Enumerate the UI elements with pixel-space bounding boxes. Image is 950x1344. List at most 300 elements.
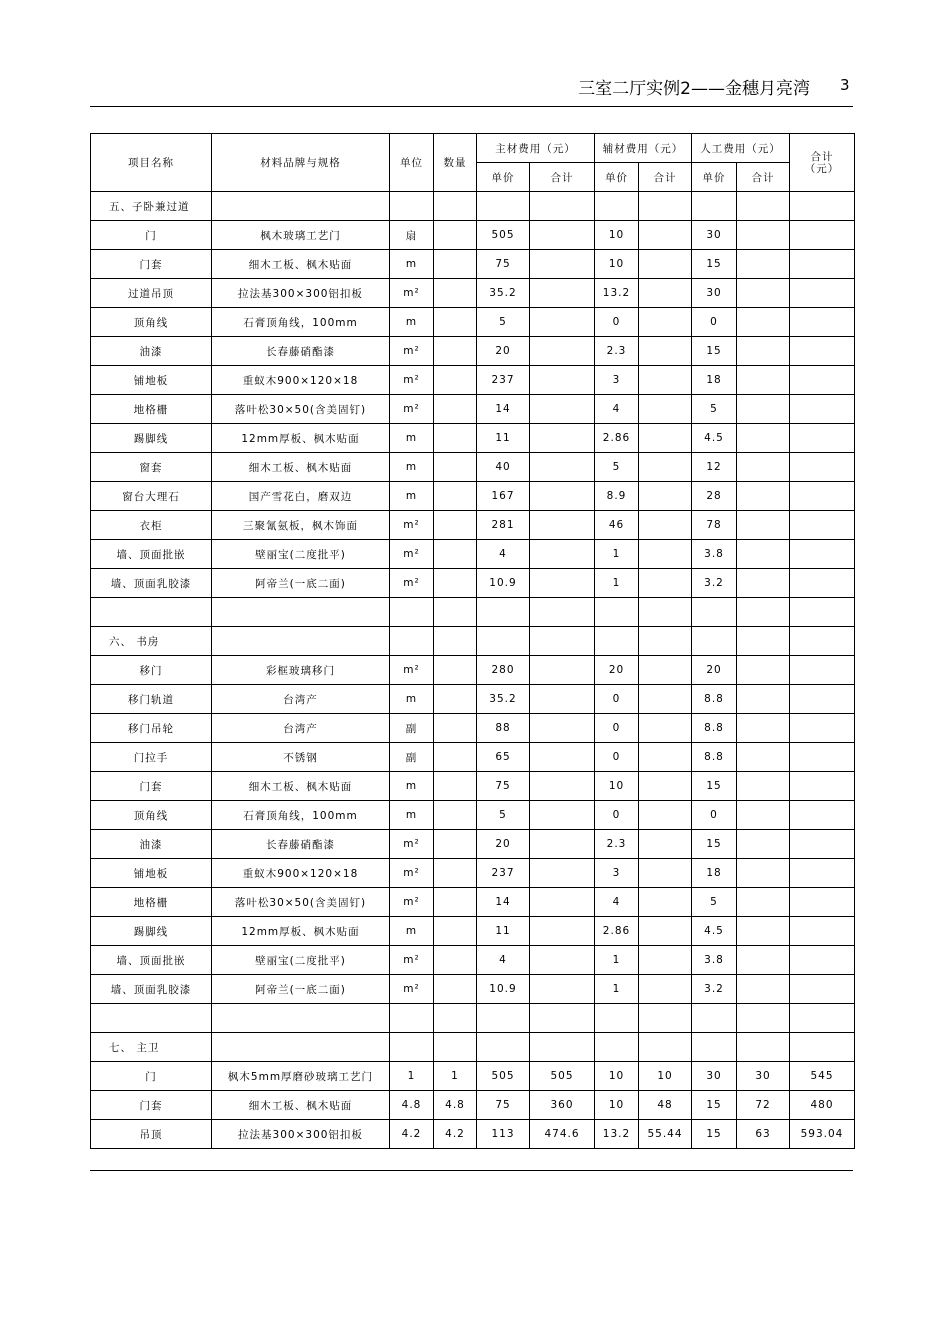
cell-total — [790, 511, 855, 540]
cell-main-total — [530, 250, 595, 279]
empty-cell — [434, 1033, 477, 1062]
cell-labor-price: 28 — [692, 482, 737, 511]
cell-total — [790, 685, 855, 714]
empty-cell — [91, 598, 212, 627]
cell-material: 落叶松30×50(含美固钉) — [212, 395, 390, 424]
cell-material: 三聚氰氨板，枫木饰面 — [212, 511, 390, 540]
empty-cell — [212, 192, 390, 221]
table-row — [91, 946, 855, 975]
cell-aux-total: 48 — [639, 1091, 692, 1120]
cell-aux-price: 0 — [595, 685, 639, 714]
cell-qty — [434, 395, 477, 424]
cell-item-name: 窗套 — [91, 453, 212, 482]
cell-total — [790, 859, 855, 888]
empty-cell — [595, 627, 639, 656]
cell-material: 细木工板、枫木贴面 — [212, 250, 390, 279]
header-total-line1: 合计 — [810, 150, 834, 163]
cell-main-total: 360 — [530, 1091, 595, 1120]
cell-main-total — [530, 453, 595, 482]
cell-main-total — [530, 685, 595, 714]
table-row — [91, 888, 855, 917]
cell-labor-price: 78 — [692, 511, 737, 540]
cell-main-total — [530, 337, 595, 366]
cell-qty — [434, 511, 477, 540]
cell-unit: m² — [390, 540, 434, 569]
cell-material: 长春藤硝酯漆 — [212, 337, 390, 366]
cell-total — [790, 279, 855, 308]
cell-main-price: 14 — [477, 395, 530, 424]
cell-item-name: 窗台大理石 — [91, 482, 212, 511]
cell-main-price: 4 — [477, 946, 530, 975]
cell-item-name: 门套 — [91, 250, 212, 279]
cell-labor-price: 15 — [692, 772, 737, 801]
cell-item-name: 移门轨道 — [91, 685, 212, 714]
cell-qty: 4.2 — [434, 1120, 477, 1149]
cell-item-name: 吊顶 — [91, 1120, 212, 1149]
cell-total — [790, 772, 855, 801]
table-row — [91, 830, 855, 859]
cell-main-price: 10.9 — [477, 975, 530, 1004]
cell-labor-total — [737, 308, 790, 337]
cell-main-total — [530, 221, 595, 250]
empty-cell — [737, 598, 790, 627]
cell-total — [790, 830, 855, 859]
section-label: 六、 书房 — [91, 627, 212, 656]
empty-cell — [390, 1004, 434, 1033]
cell-aux-total: 55.44 — [639, 1120, 692, 1149]
cell-unit: m² — [390, 946, 434, 975]
table-row — [91, 917, 855, 946]
cell-labor-total — [737, 482, 790, 511]
cell-unit: m² — [390, 366, 434, 395]
header-total-line2: （元） — [804, 162, 840, 175]
cell-main-total: 505 — [530, 1062, 595, 1091]
cell-aux-price: 1 — [595, 569, 639, 598]
cell-main-price: 20 — [477, 337, 530, 366]
cell-item-name: 顶角线 — [91, 308, 212, 337]
table-row — [91, 540, 855, 569]
empty-cell — [737, 627, 790, 656]
table-row — [91, 482, 855, 511]
cell-main-price: 113 — [477, 1120, 530, 1149]
empty-cell — [790, 627, 855, 656]
cell-unit: m² — [390, 830, 434, 859]
cell-labor-price: 30 — [692, 221, 737, 250]
budget-table — [90, 133, 855, 1149]
cell-aux-total — [639, 511, 692, 540]
empty-cell — [790, 192, 855, 221]
cell-aux-price: 4 — [595, 888, 639, 917]
cell-aux-total — [639, 917, 692, 946]
cell-labor-total — [737, 221, 790, 250]
cell-total — [790, 801, 855, 830]
cell-main-total — [530, 569, 595, 598]
table-row — [91, 279, 855, 308]
cell-labor-total: 30 — [737, 1062, 790, 1091]
cell-item-name: 踢脚线 — [91, 424, 212, 453]
cell-aux-price: 2.3 — [595, 337, 639, 366]
cell-qty — [434, 714, 477, 743]
cell-unit: m — [390, 685, 434, 714]
cell-total: 545 — [790, 1062, 855, 1091]
cell-item-name: 门 — [91, 1062, 212, 1091]
cell-item-name: 铺地板 — [91, 366, 212, 395]
header-material: 材料品牌与规格 — [212, 134, 390, 192]
cell-labor-price: 5 — [692, 888, 737, 917]
empty-cell — [639, 598, 692, 627]
cell-total — [790, 308, 855, 337]
page-number: 3 — [840, 76, 850, 94]
cell-main-total — [530, 308, 595, 337]
cell-aux-price: 2.86 — [595, 917, 639, 946]
cell-qty — [434, 453, 477, 482]
empty-cell — [477, 1033, 530, 1062]
cell-labor-total — [737, 685, 790, 714]
cell-total — [790, 540, 855, 569]
blank-row — [91, 598, 855, 627]
cell-item-name: 踢脚线 — [91, 917, 212, 946]
table-row — [91, 366, 855, 395]
cell-main-total — [530, 424, 595, 453]
cell-labor-total: 63 — [737, 1120, 790, 1149]
cell-aux-total — [639, 540, 692, 569]
cell-main-total — [530, 743, 595, 772]
cell-qty — [434, 569, 477, 598]
cell-aux-total — [639, 685, 692, 714]
table-row — [91, 453, 855, 482]
cell-qty — [434, 308, 477, 337]
empty-cell — [692, 627, 737, 656]
cell-item-name: 顶角线 — [91, 801, 212, 830]
cell-labor-price: 3.8 — [692, 540, 737, 569]
cell-labor-price: 18 — [692, 366, 737, 395]
cell-item-name: 油漆 — [91, 830, 212, 859]
cell-material: 石膏顶角线，100mm — [212, 801, 390, 830]
cell-labor-total — [737, 714, 790, 743]
cell-labor-price: 0 — [692, 308, 737, 337]
cell-labor-total — [737, 975, 790, 1004]
cell-material: 阿帝兰(一底二面) — [212, 569, 390, 598]
page-title: 三室二厅实例2——金穗月亮湾 — [578, 79, 810, 99]
cell-labor-total — [737, 453, 790, 482]
table-row — [91, 221, 855, 250]
cell-labor-price: 12 — [692, 453, 737, 482]
cell-labor-total — [737, 569, 790, 598]
cell-material: 枫木玻璃工艺门 — [212, 221, 390, 250]
cell-material: 石膏顶角线，100mm — [212, 308, 390, 337]
cell-item-name: 铺地板 — [91, 859, 212, 888]
empty-cell — [790, 1033, 855, 1062]
empty-cell — [434, 598, 477, 627]
cell-aux-total — [639, 946, 692, 975]
header-total — [790, 134, 855, 192]
empty-cell — [639, 1033, 692, 1062]
cell-aux-total — [639, 888, 692, 917]
header-labor-subtotal: 合计 — [737, 163, 790, 192]
cell-main-price: 20 — [477, 830, 530, 859]
cell-aux-total — [639, 308, 692, 337]
cell-total — [790, 975, 855, 1004]
empty-cell — [639, 192, 692, 221]
cell-unit: 4.2 — [390, 1120, 434, 1149]
cell-main-price: 75 — [477, 772, 530, 801]
cell-qty — [434, 859, 477, 888]
cell-labor-total: 72 — [737, 1091, 790, 1120]
cell-labor-price: 30 — [692, 1062, 737, 1091]
empty-cell — [692, 192, 737, 221]
section-row — [91, 1033, 855, 1062]
cell-qty — [434, 540, 477, 569]
cell-unit: m² — [390, 656, 434, 685]
table-row — [91, 569, 855, 598]
cell-aux-total — [639, 801, 692, 830]
empty-cell — [91, 1004, 212, 1033]
cell-item-name: 墙、顶面乳胶漆 — [91, 569, 212, 598]
cell-aux-total — [639, 772, 692, 801]
cell-aux-total — [639, 975, 692, 1004]
cell-labor-total — [737, 395, 790, 424]
header-labor-unit-price: 单价 — [692, 163, 737, 192]
cell-material: 细木工板、枫木贴面 — [212, 1091, 390, 1120]
table-row — [91, 337, 855, 366]
cell-labor-price: 8.8 — [692, 714, 737, 743]
cell-unit: m² — [390, 279, 434, 308]
cell-qty — [434, 656, 477, 685]
empty-cell — [790, 1004, 855, 1033]
cell-aux-price: 8.9 — [595, 482, 639, 511]
cell-main-total — [530, 511, 595, 540]
cell-item-name: 墙、顶面批嵌 — [91, 946, 212, 975]
cell-main-price: 4 — [477, 540, 530, 569]
empty-cell — [692, 598, 737, 627]
cell-unit: m — [390, 482, 434, 511]
footer-rule — [90, 1170, 853, 1171]
cell-qty — [434, 888, 477, 917]
cell-aux-total — [639, 569, 692, 598]
cell-qty — [434, 743, 477, 772]
cell-labor-price: 3.8 — [692, 946, 737, 975]
cell-aux-total — [639, 482, 692, 511]
cell-unit: m² — [390, 975, 434, 1004]
cell-unit: 扇 — [390, 221, 434, 250]
cell-material: 重蚁木900×120×18 — [212, 859, 390, 888]
empty-cell — [530, 598, 595, 627]
cell-qty — [434, 975, 477, 1004]
cell-aux-price: 4 — [595, 395, 639, 424]
cell-total — [790, 395, 855, 424]
cell-main-total — [530, 540, 595, 569]
cell-aux-price: 5 — [595, 453, 639, 482]
empty-cell — [212, 1004, 390, 1033]
cell-material: 不锈钢 — [212, 743, 390, 772]
cell-aux-price: 0 — [595, 714, 639, 743]
empty-cell — [212, 627, 390, 656]
cell-main-total — [530, 946, 595, 975]
cell-main-total — [530, 917, 595, 946]
cell-main-price: 65 — [477, 743, 530, 772]
cell-material: 台湾产 — [212, 714, 390, 743]
cell-labor-total — [737, 743, 790, 772]
cell-labor-total — [737, 917, 790, 946]
cell-item-name: 移门 — [91, 656, 212, 685]
empty-cell — [477, 627, 530, 656]
cell-labor-price: 5 — [692, 395, 737, 424]
empty-cell — [477, 192, 530, 221]
cell-unit: 4.8 — [390, 1091, 434, 1120]
cell-total — [790, 917, 855, 946]
cell-item-name: 地格栅 — [91, 888, 212, 917]
cell-main-price: 5 — [477, 801, 530, 830]
cell-labor-price: 15 — [692, 830, 737, 859]
cell-main-price: 35.2 — [477, 685, 530, 714]
cell-total — [790, 424, 855, 453]
cell-main-price: 11 — [477, 917, 530, 946]
cell-main-total — [530, 656, 595, 685]
cell-main-total — [530, 395, 595, 424]
table-row — [91, 656, 855, 685]
cell-qty — [434, 830, 477, 859]
cell-aux-total — [639, 424, 692, 453]
cell-labor-price: 4.5 — [692, 424, 737, 453]
cell-aux-total — [639, 656, 692, 685]
cell-aux-total — [639, 221, 692, 250]
cell-labor-total — [737, 772, 790, 801]
cell-item-name: 门 — [91, 221, 212, 250]
cell-material: 拉法基300×300铝扣板 — [212, 279, 390, 308]
header-unit: 单位 — [390, 134, 434, 192]
table-row — [91, 1120, 855, 1149]
cell-unit: m² — [390, 859, 434, 888]
table-row — [91, 685, 855, 714]
cell-aux-price: 3 — [595, 366, 639, 395]
cell-labor-price: 8.8 — [692, 743, 737, 772]
table-row — [91, 772, 855, 801]
cell-aux-total — [639, 743, 692, 772]
cell-aux-price: 10 — [595, 772, 639, 801]
cell-unit: m — [390, 424, 434, 453]
cell-labor-price: 30 — [692, 279, 737, 308]
cell-item-name: 门套 — [91, 1091, 212, 1120]
empty-cell — [434, 627, 477, 656]
cell-aux-total — [639, 366, 692, 395]
table-row — [91, 424, 855, 453]
table-row — [91, 714, 855, 743]
header-main-unit-price: 单价 — [477, 163, 530, 192]
cell-aux-price: 3 — [595, 859, 639, 888]
header-aux-subtotal: 合计 — [639, 163, 692, 192]
cell-qty — [434, 946, 477, 975]
header-main-cost: 主材费用（元） — [477, 134, 595, 163]
cell-total — [790, 743, 855, 772]
cell-material: 彩框玻璃移门 — [212, 656, 390, 685]
cell-total — [790, 482, 855, 511]
table-row — [91, 1091, 855, 1120]
cell-labor-total — [737, 366, 790, 395]
cell-total — [790, 714, 855, 743]
cell-main-total — [530, 975, 595, 1004]
section-row — [91, 627, 855, 656]
empty-cell — [595, 1033, 639, 1062]
cell-main-total — [530, 801, 595, 830]
table-row — [91, 250, 855, 279]
cell-qty — [434, 250, 477, 279]
cell-labor-total — [737, 859, 790, 888]
cell-aux-price: 1 — [595, 975, 639, 1004]
cell-labor-total — [737, 830, 790, 859]
header-item-name: 项目名称 — [91, 134, 212, 192]
header-row-1 — [91, 134, 855, 163]
cell-unit: m² — [390, 511, 434, 540]
header-rule — [90, 106, 853, 107]
cell-main-total — [530, 772, 595, 801]
cell-item-name: 门拉手 — [91, 743, 212, 772]
cell-material: 壁丽宝(二度批平) — [212, 540, 390, 569]
cell-main-total — [530, 714, 595, 743]
table-row — [91, 511, 855, 540]
cell-material: 12mm厚板、枫木贴面 — [212, 424, 390, 453]
empty-cell — [737, 1004, 790, 1033]
blank-row — [91, 1004, 855, 1033]
empty-cell — [595, 1004, 639, 1033]
table-row — [91, 308, 855, 337]
cell-aux-total — [639, 337, 692, 366]
cell-main-total — [530, 482, 595, 511]
cell-unit: m — [390, 917, 434, 946]
section-label: 七、 主卫 — [91, 1033, 212, 1062]
cell-qty — [434, 424, 477, 453]
empty-cell — [790, 598, 855, 627]
cell-unit: 1 — [390, 1062, 434, 1091]
cell-material: 枫木5mm厚磨砂玻璃工艺门 — [212, 1062, 390, 1091]
cell-main-price: 280 — [477, 656, 530, 685]
cell-material: 细木工板、枫木贴面 — [212, 772, 390, 801]
cell-qty — [434, 685, 477, 714]
cell-total: 593.04 — [790, 1120, 855, 1149]
cell-qty — [434, 337, 477, 366]
table-row — [91, 975, 855, 1004]
cell-labor-total — [737, 250, 790, 279]
empty-cell — [737, 192, 790, 221]
cell-material: 壁丽宝(二度批平) — [212, 946, 390, 975]
cell-main-price: 88 — [477, 714, 530, 743]
cell-aux-total — [639, 250, 692, 279]
cell-total — [790, 453, 855, 482]
empty-cell — [212, 598, 390, 627]
cell-aux-total — [639, 859, 692, 888]
cell-unit: 副 — [390, 743, 434, 772]
cell-main-total — [530, 366, 595, 395]
empty-cell — [390, 627, 434, 656]
cell-labor-total — [737, 946, 790, 975]
cell-item-name: 过道吊顶 — [91, 279, 212, 308]
cell-aux-price: 20 — [595, 656, 639, 685]
cell-aux-price: 0 — [595, 801, 639, 830]
empty-cell — [639, 627, 692, 656]
cell-aux-total — [639, 453, 692, 482]
cell-labor-total — [737, 656, 790, 685]
cell-aux-price: 1 — [595, 946, 639, 975]
cell-total — [790, 337, 855, 366]
cell-aux-price: 10 — [595, 1062, 639, 1091]
table-row — [91, 395, 855, 424]
cell-unit: 副 — [390, 714, 434, 743]
cell-item-name: 移门吊轮 — [91, 714, 212, 743]
cell-labor-price: 8.8 — [692, 685, 737, 714]
cell-aux-price: 2.3 — [595, 830, 639, 859]
cell-qty — [434, 801, 477, 830]
cell-qty: 4.8 — [434, 1091, 477, 1120]
cell-labor-price: 18 — [692, 859, 737, 888]
